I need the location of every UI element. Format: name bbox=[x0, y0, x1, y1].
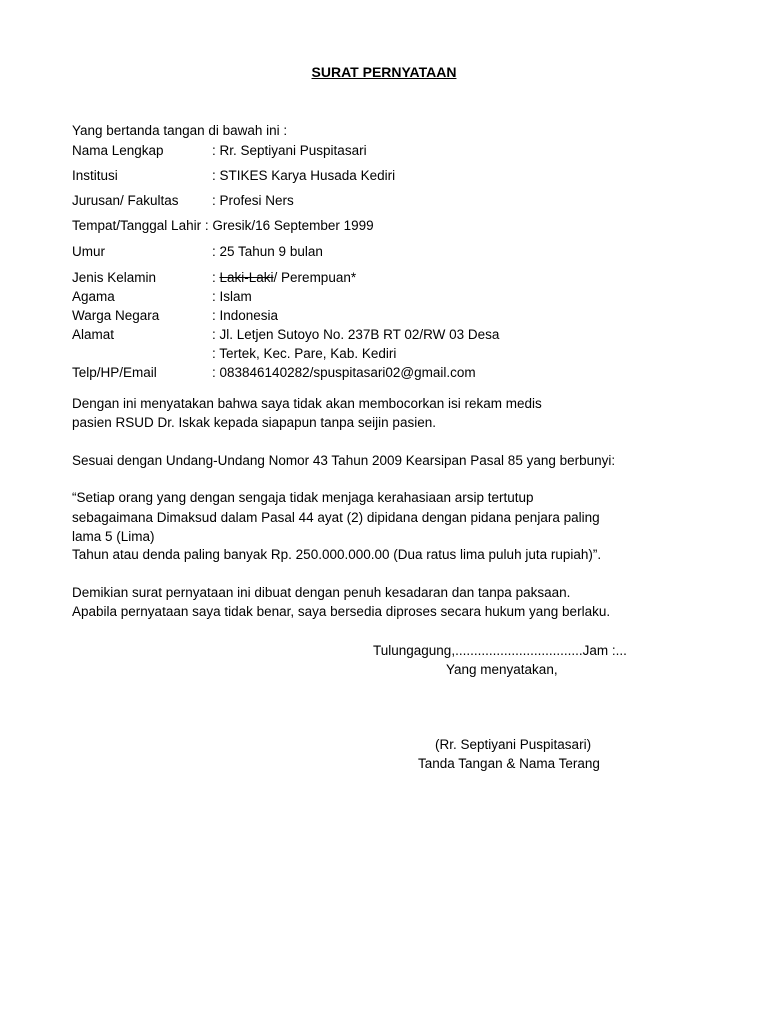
intro-text: Yang bertanda tangan di bawah ini : bbox=[72, 123, 288, 138]
signatory-name: (Rr. Septiyani Puspitasari) bbox=[435, 737, 592, 752]
jk-selected-option: / Perempuan* bbox=[273, 270, 357, 285]
jk-struck-option: Laki-Laki bbox=[219, 270, 274, 285]
quote-line3: lama 5 (Lima) bbox=[72, 529, 155, 544]
document-title: SURAT PERNYATAAN bbox=[311, 64, 457, 80]
signature-caption: Tanda Tangan & Nama Terang bbox=[418, 756, 600, 771]
nama-value: : Rr. Septiyani Puspitasari bbox=[212, 143, 367, 158]
closing-line2: Apabila pernyataan saya tidak benar, saya bersedia diproses secara hukum yang berlaku. bbox=[72, 604, 611, 619]
statement-line2: pasien RSUD Dr. Iskak kepada siapapun tanpa seijin pasien. bbox=[72, 415, 436, 430]
alamat-value-line2: : Tertek, Kec. Pare, Kab. Kediri bbox=[212, 346, 397, 361]
closing-line1: Demikian surat pernyataan ini dibuat dengan penuh kesadaran dan tanpa paksaan. bbox=[72, 585, 571, 600]
alamat-label: Alamat bbox=[72, 327, 115, 342]
quote-line1: “Setiap orang yang dengan sengaja tidak menjaga kerahasiaan arsip tertutup bbox=[72, 490, 534, 505]
telp-value: : 083846140282/spuspitasari02@gmail.com bbox=[212, 365, 476, 380]
institusi-value: : STIKES Karya Husada Kediri bbox=[212, 168, 396, 183]
agama-label: Agama bbox=[72, 289, 115, 304]
quote-line2: sebagaimana Dimaksud dalam Pasal 44 ayat (2) dipidana dengan pidana penjara paling bbox=[72, 510, 600, 525]
umur-value: : 25 Tahun 9 bulan bbox=[212, 244, 323, 259]
jenis-kelamin-value bbox=[212, 270, 356, 286]
institusi-label: Institusi bbox=[72, 168, 118, 183]
ttl-line: Tempat/Tanggal Lahir : Gresik/16 September 1999 bbox=[72, 218, 374, 233]
jenis-kelamin-label: Jenis Kelamin bbox=[72, 270, 157, 285]
statement-line1: Dengan ini menyatakan bahwa saya tidak akan membocorkan isi rekam medis bbox=[72, 396, 542, 411]
umur-label: Umur bbox=[72, 244, 105, 259]
warga-negara-label: Warga Negara bbox=[72, 308, 160, 323]
telp-label: Telp/HP/Email bbox=[72, 365, 157, 380]
law-intro: Sesuai dengan Undang-Undang Nomor 43 Tahun 2009 Kearsipan Pasal 85 yang berbunyi: bbox=[72, 453, 616, 468]
jurusan-value: : Profesi Ners bbox=[212, 193, 294, 208]
alamat-value-line1: : Jl. Letjen Sutoyo No. 237B RT 02/RW 03 Desa bbox=[212, 327, 500, 342]
agama-value: : Islam bbox=[212, 289, 252, 304]
quote-line4: Tahun atau denda paling banyak Rp. 250.000.000.00 (Dua ratus lima puluh juta rupiah)”. bbox=[72, 547, 602, 562]
declarant-label: Yang menyatakan, bbox=[446, 662, 558, 677]
jurusan-label: Jurusan/ Fakultas bbox=[72, 193, 179, 208]
jk-colon: : bbox=[212, 270, 220, 285]
warga-negara-value: : Indonesia bbox=[212, 308, 279, 323]
nama-label: Nama Lengkap bbox=[72, 143, 164, 158]
place-date-line: Tulungagung,..................................Jam :... bbox=[373, 643, 627, 658]
